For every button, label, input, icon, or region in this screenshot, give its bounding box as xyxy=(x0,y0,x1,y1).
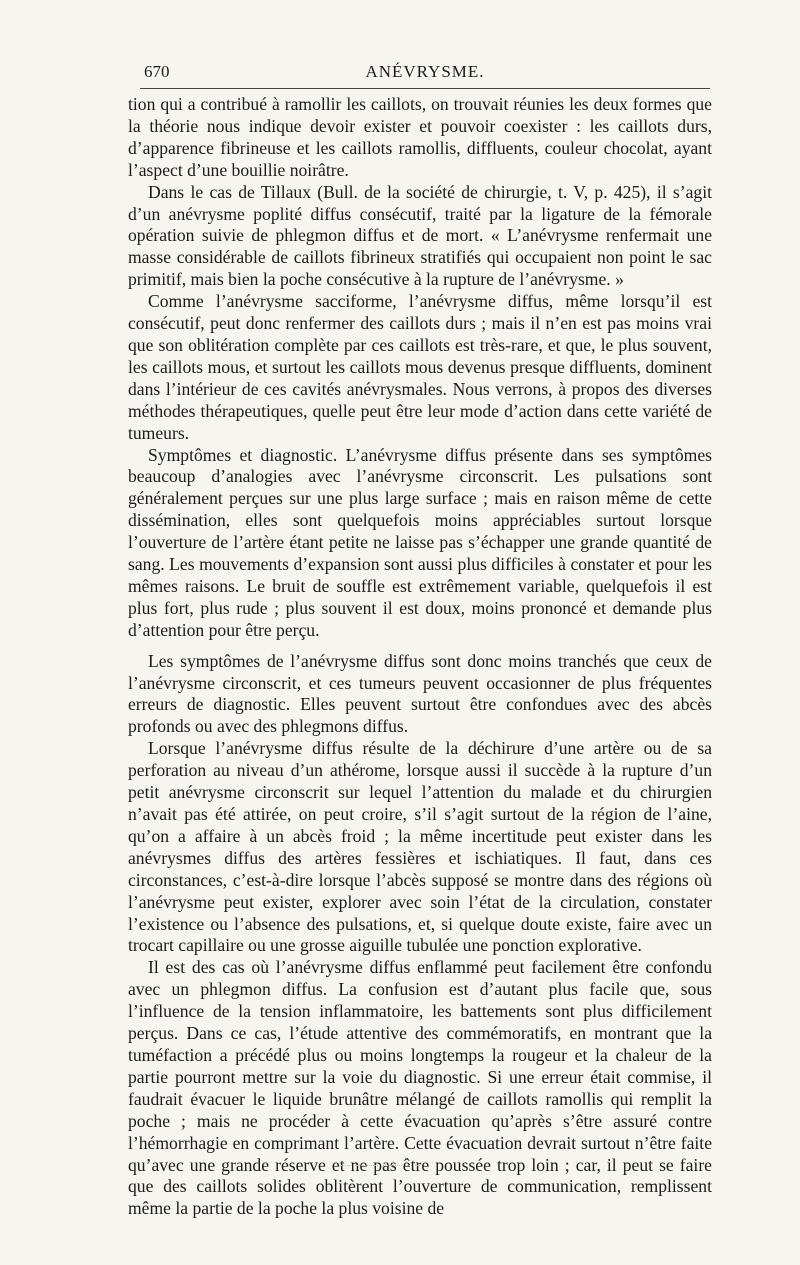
paragraph: Dans le cas de Tillaux (Bull. de la société de chirurgie, t. V, p. 425), il s’agit d’un anévrysme poplité diffus consécutif, traité par la ligature de la fémorale opération suivie de phlegmon diffus et de mort. « L’anévrysme renfermait une masse considérable de caillots fibrineux stratifiés qui occupaient non point le sac primitif, mais bien la poche consécutive à la rupture de l’anévrysme. » xyxy=(128,181,712,290)
paragraph: tion qui a contribué à ramollir les caillots, on trouvait réunies les deux formes que la théorie nous indique devoir exister et pouvoir coexister : les caillots durs, d’apparence fibrineuse et les caillots ramollis, diffluents, couleur chocolat, ayant l’aspect d’une bouillie noirâtre. xyxy=(128,94,712,180)
page-number: 670 xyxy=(144,62,170,81)
paragraph: Lorsque l’anévrysme diffus résulte de la déchirure d’une artère ou de sa perforation au niveau d’un athérome, lorsque aussi il succède à la rupture d’un petit anévrysme circonscrit sur lequel l’attention du malade et du chirurgien n’avait pas été attirée, on peut croire, s’il s’agit surtout de la région de l’aine, qu’on a affaire à un abcès froid ; la même incertitude peut exister dans les anévrysmes diffus des artères fessières et ischiatiques. Il faut, dans ces circonstances, c’est-à-dire lorsque l’abcès supposé se montre dans des régions où l’anévrysme peut exister, explorer avec soin l’état de la circulation, constater l’existence ou l’absence des pulsations, et, si quelque doute existe, faire avec un trocart capillaire ou une grosse aiguille tubulée une ponction explorative. xyxy=(128,738,712,956)
paragraph: Comme l’anévrysme sacciforme, l’anévrysme diffus, même lorsqu’il est consécutif, peut donc renfermer des caillots durs ; mais il n’en est pas moins vrai que son oblitération complète par ces caillots est très-rare, et que, le plus souvent, les caillots mous, et surtout les caillots mous devenus presque diffluents, dominent dans l’intérieur de ces cavités anévrysmales. Nous verrons, à propos des diverses méthodes thérapeutiques, quelle peut être leur mode d’action dans cette variété de tumeurs. xyxy=(128,291,712,443)
body-text xyxy=(128,94,712,1220)
paragraph: Symptômes et diagnostic. L’anévrysme diffus présente dans ses symptômes beaucoup d’analogies avec l’anévrysme circonscrit. Les pulsations sont généralement perçues sur une plus large surface ; mais en raison même de cette dissémination, elles sont quelquefois moins appréciables surtout lorsque l’ouverture de l’artère étant petite ne laisse pas s’échapper une grande quantité de sang. Les mouvements d’expansion sont aussi plus difficiles à constater et pour les mêmes raisons. Le bruit de souffle est extrêmement variable, quelquefois il est plus fort, plus rude ; plus souvent il est doux, moins prononcé et demande plus d’attention pour être perçu. xyxy=(128,444,712,640)
running-title: ANÉVRYSME. xyxy=(365,62,485,81)
paragraph: Les symptômes de l’anévrysme diffus sont donc moins tranchés que ceux de l’anévrysme circonscrit, et ces tumeurs peuvent occasionner de plus fréquentes erreurs de diagnostic. Elles peuvent surtout être confondues avec des abcès profonds ou avec des phlegmons diffus. xyxy=(128,650,712,737)
page-header xyxy=(140,60,710,86)
header-rule xyxy=(140,88,710,89)
paragraph: Il est des cas où l’anévrysme diffus enflammé peut facilement être confondu avec un phlegmon diffus. La confusion est d’autant plus facile que, sous l’influence de la tension inflammatoire, les battements sont plus difficilement perçus. Dans ce cas, l’étude attentive des commémoratifs, en montrant que la tuméfaction a précédé plus ou moins longtemps la rougeur et la chaleur de la partie pourront mettre sur la voie du diagnostic. Si une erreur était commise, il faudrait évacuer le liquide brunâtre mélangé de caillots ramollis qui remplit la poche ; mais ne procéder à cette évacuation qu’après s’être assuré contre l’hémorrhagie en comprimant l’artère. Cette évacuation devrait surtout n’être faite qu’avec une grande réserve et ne pas être poussée trop loin ; car, il peut se faire que des caillots solides oblitèrent l’ouverture de communication, remplissent même la partie de la poche la plus voisine de xyxy=(128,957,712,1219)
page-stain xyxy=(340,1165,420,1170)
